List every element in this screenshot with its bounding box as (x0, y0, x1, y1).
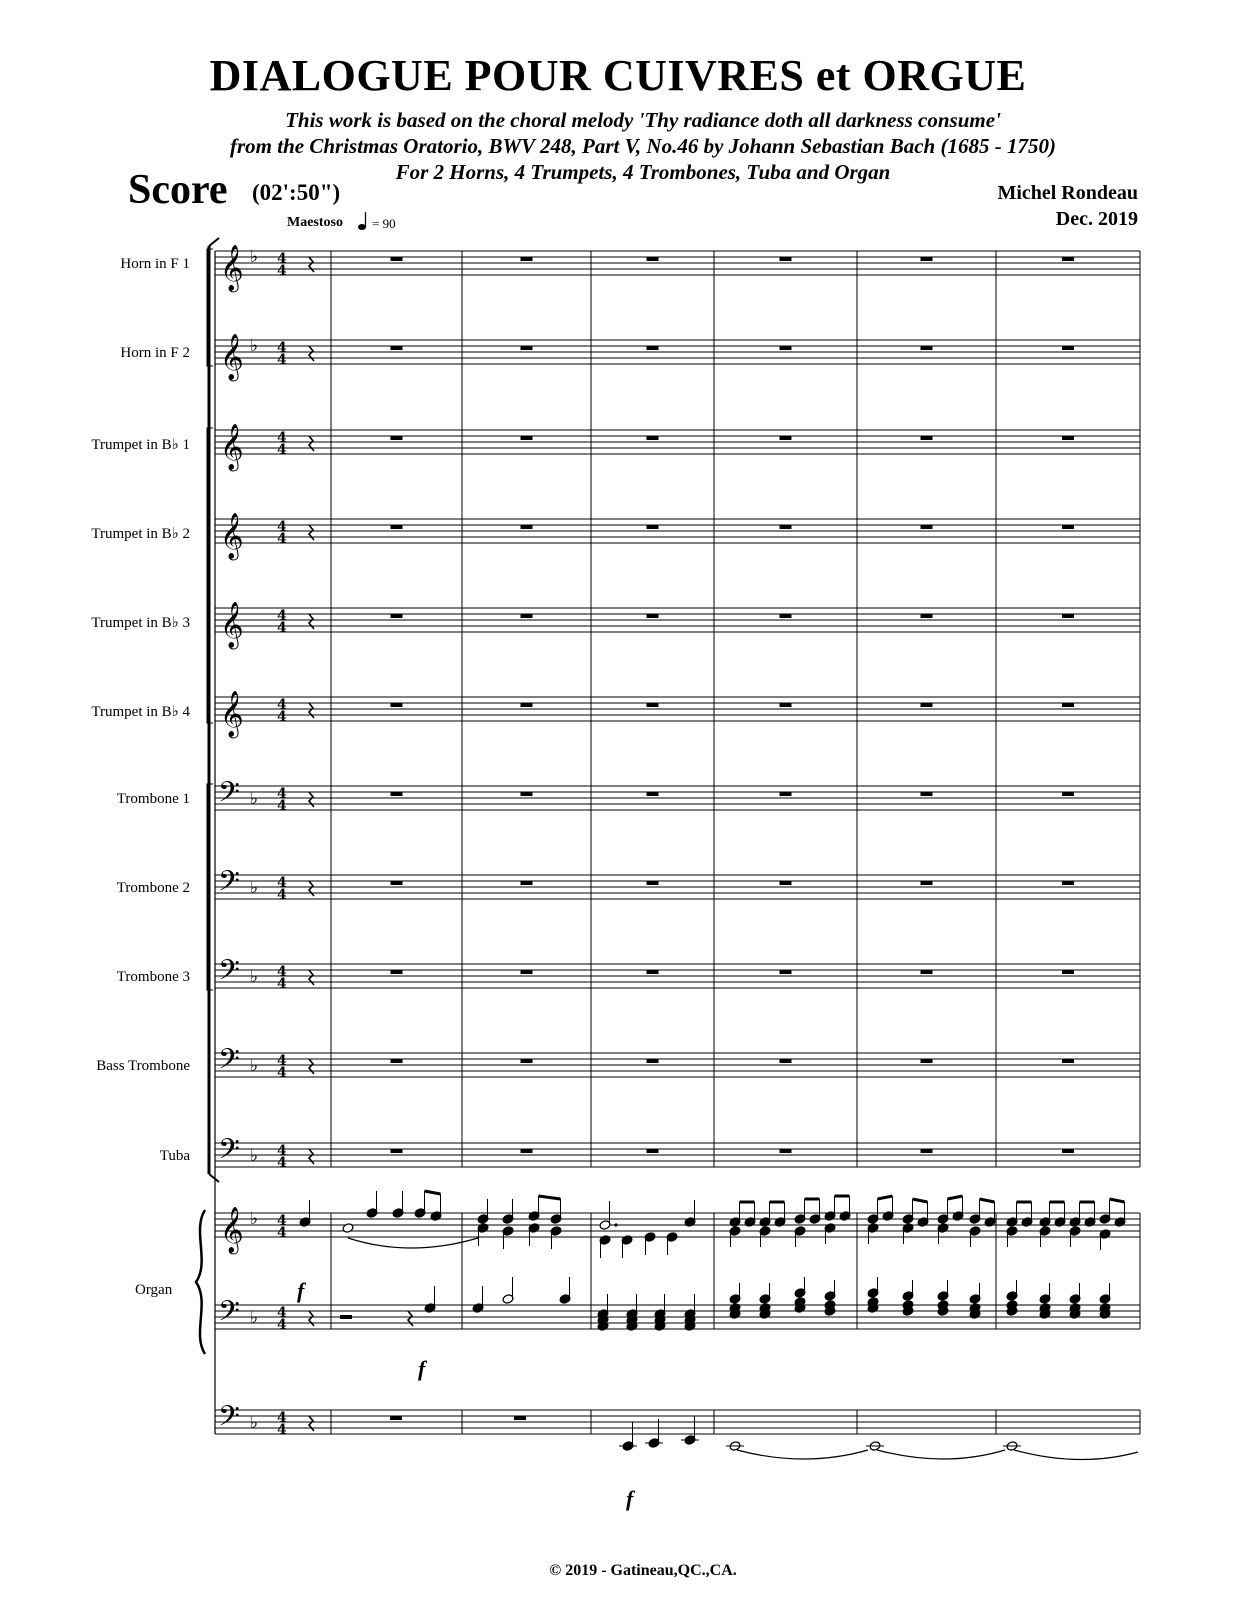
dynamic-forte: f (418, 1356, 426, 1381)
beam (1110, 1199, 1125, 1202)
quarter-rest (309, 436, 314, 451)
whole-rest (521, 436, 533, 440)
whole-rest (391, 792, 403, 796)
quarter-rest (309, 1149, 314, 1164)
whole-rest (1062, 436, 1074, 440)
whole-rest (1062, 970, 1074, 974)
score-title: DIALOGUE POUR CUIVRES et ORGUE (209, 51, 1027, 100)
instrument-label-horn-2: Horn in F 2 (120, 345, 190, 361)
instrument-label-trumpet-3: Trumpet in B♭ 3 (91, 615, 190, 631)
tie (348, 1238, 478, 1248)
whole-rest (391, 1149, 403, 1153)
quarter-note-icon (358, 224, 366, 230)
whole-rest (921, 257, 933, 261)
tie (1014, 1450, 1138, 1460)
whole-rest (921, 970, 933, 974)
whole-rest (391, 436, 403, 440)
time-signature-bottom: 4 (277, 1155, 287, 1171)
whole-rest (1062, 346, 1074, 350)
whole-rest (647, 703, 659, 707)
time-signature-bottom: 4 (277, 1317, 287, 1333)
whole-rest (521, 1059, 533, 1063)
instrument-label-trombone-3: Trombone 3 (116, 969, 190, 985)
time-signature-top: 4 (277, 340, 287, 356)
whole-rest (921, 346, 933, 350)
flat-key-signature: ♭ (250, 878, 259, 898)
flat-key-signature: ♭ (250, 1413, 259, 1433)
time-signature-top: 4 (277, 1305, 287, 1321)
whole-rest (647, 792, 659, 796)
whole-rest (391, 703, 403, 707)
time-signature-bottom: 4 (277, 709, 287, 725)
quarter-rest (309, 1416, 314, 1431)
duration: (02':50") (252, 180, 341, 205)
whole-rest (391, 525, 403, 529)
whole-rest (780, 881, 792, 885)
instrument-label-tuba: Tuba (159, 1148, 190, 1164)
whole-rest (1062, 881, 1074, 885)
flat-key-signature: ♭ (250, 1056, 259, 1076)
whole-rest (521, 346, 533, 350)
flat-key-signature: ♭ (250, 336, 259, 356)
time-signature-bottom: 4 (277, 531, 287, 547)
whole-rest (391, 1059, 403, 1063)
whole-rest (1062, 257, 1074, 261)
time-signature-bottom: 4 (277, 1422, 287, 1438)
instrument-label-trumpet-2: Trumpet in B♭ 2 (91, 526, 190, 542)
beam (948, 1196, 963, 1199)
whole-rest (521, 1149, 533, 1153)
whole-rest (1062, 1149, 1074, 1153)
bass-clef-icon: 𝄢 (218, 1133, 240, 1173)
treble-clef-icon: 𝄞 (220, 334, 244, 380)
whole-rest (391, 614, 403, 618)
beam (980, 1199, 995, 1202)
flat-key-signature: ♭ (250, 789, 259, 809)
whole-rest (780, 703, 792, 707)
whole-rest (1062, 614, 1074, 618)
dot (614, 1223, 617, 1226)
time-signature-bottom: 4 (277, 976, 287, 992)
bracket-hook (209, 1174, 219, 1182)
whole-rest (521, 792, 533, 796)
dynamic-forte: f (297, 1278, 305, 1303)
time-signature-bottom: 4 (277, 887, 287, 903)
time-signature-top: 4 (277, 964, 287, 980)
tie (877, 1450, 1005, 1459)
time-signature-top: 4 (277, 786, 287, 802)
dynamic-forte: f (626, 1486, 634, 1511)
whole-note (342, 1223, 354, 1234)
whole-rest (514, 1416, 526, 1420)
whole-rest (521, 970, 533, 974)
time-signature-top: 4 (277, 697, 287, 713)
whole-rest (647, 614, 659, 618)
instrument-label-horn-1: Horn in F 1 (120, 256, 190, 272)
whole-rest (391, 881, 403, 885)
bass-clef-icon: 𝄢 (218, 1295, 240, 1335)
whole-rest (1062, 792, 1074, 796)
time-signature-bottom: 4 (277, 798, 287, 814)
score-label: Score (128, 167, 228, 213)
whole-rest (1062, 525, 1074, 529)
whole-rest (1062, 1059, 1074, 1063)
time-signature-bottom: 4 (277, 1065, 287, 1081)
organ-brace (196, 1210, 205, 1354)
treble-clef-icon: 𝄞 (220, 424, 244, 470)
beam (913, 1199, 928, 1202)
beam (539, 1196, 561, 1199)
whole-rest (521, 525, 533, 529)
whole-rest (921, 881, 933, 885)
whole-rest (391, 970, 403, 974)
quarter-rest (309, 1059, 314, 1074)
whole-rest (647, 525, 659, 529)
time-signature-top: 4 (277, 1213, 287, 1229)
time-signature-bottom: 4 (277, 620, 287, 636)
time-signature-top: 4 (277, 251, 287, 267)
instrument-label-trombone-1: Trombone 1 (116, 791, 190, 807)
bass-clef-icon: 𝄢 (218, 1043, 240, 1083)
subtitle-line-2: from the Christmas Oratorio, BWV 248, Part V, No.46 by Johann Sebastian Bach (1685 - 1750) (230, 134, 1056, 158)
whole-rest (647, 257, 659, 261)
treble-clef-icon: 𝄞 (220, 245, 244, 291)
bass-clef-icon: 𝄢 (218, 865, 240, 905)
beam (878, 1196, 893, 1199)
time-signature-bottom: 4 (277, 1225, 287, 1241)
whole-rest (921, 525, 933, 529)
copyright: © 2019 - Gatineau,QC.,CA. (549, 1562, 737, 1579)
instrument-label-trumpet-4: Trumpet in B♭ 4 (91, 704, 190, 720)
quarter-rest (309, 257, 314, 272)
whole-rest (1062, 703, 1074, 707)
quarter-rest (309, 703, 314, 718)
treble-clef-icon: 𝄞 (220, 1207, 244, 1253)
time-signature-bottom: 4 (277, 352, 287, 368)
treble-clef-icon: 𝄞 (220, 602, 244, 648)
time-signature-top: 4 (277, 1143, 287, 1159)
instrument-label-trumpet-1: Trumpet in B♭ 1 (91, 437, 190, 453)
whole-rest (921, 1059, 933, 1063)
quarter-rest (309, 1311, 314, 1326)
tie (737, 1450, 868, 1459)
quarter-rest (309, 881, 314, 896)
whole-rest (647, 881, 659, 885)
whole-rest (780, 257, 792, 261)
whole-rest (521, 881, 533, 885)
flat-key-signature: ♭ (250, 1308, 259, 1328)
tempo-marking: Maestoso (287, 215, 343, 230)
flat-key-signature: ♭ (250, 247, 259, 267)
time-signature-bottom: 4 (277, 263, 287, 279)
whole-rest (647, 1059, 659, 1063)
time-signature-top: 4 (277, 430, 287, 446)
treble-clef-icon: 𝄞 (220, 513, 244, 559)
whole-rest (921, 703, 933, 707)
time-signature-top: 4 (277, 875, 287, 891)
subtitle-line-1: This work is based on the choral melody 'Thy radiance doth all darkness consume' (285, 108, 1001, 132)
time-signature-top: 4 (277, 608, 287, 624)
whole-rest (780, 792, 792, 796)
whole-rest (780, 346, 792, 350)
subtitle-line-3: For 2 Horns, 4 Trumpets, 4 Trombones, Tuba and Organ (395, 160, 891, 184)
time-signature-top: 4 (277, 519, 287, 535)
whole-rest (647, 346, 659, 350)
whole-rest (921, 792, 933, 796)
instrument-label-bass-trombone: Bass Trombone (96, 1058, 190, 1074)
whole-rest (391, 346, 403, 350)
time-signature-top: 4 (277, 1410, 287, 1426)
quarter-rest (309, 792, 314, 807)
quarter-rest (309, 525, 314, 540)
time-signature-top: 4 (277, 1053, 287, 1069)
whole-rest (921, 1149, 933, 1153)
time-signature-bottom: 4 (277, 442, 287, 458)
composition-date: Dec. 2019 (1055, 208, 1138, 230)
whole-rest (521, 703, 533, 707)
quarter-rest (309, 346, 314, 361)
quarter-rest (408, 1311, 413, 1326)
flat-key-signature: ♭ (250, 967, 259, 987)
half-rest (340, 1315, 352, 1319)
instrument-label-trombone-2: Trombone 2 (116, 880, 190, 896)
bass-clef-icon: 𝄢 (218, 776, 240, 816)
beam (425, 1191, 441, 1194)
whole-rest (921, 436, 933, 440)
whole-rest (780, 436, 792, 440)
whole-rest (647, 970, 659, 974)
whole-rest (780, 970, 792, 974)
whole-rest (780, 1149, 792, 1153)
flat-key-signature: ♭ (250, 1146, 259, 1166)
flat-key-signature: ♭ (250, 1209, 259, 1229)
whole-rest (780, 614, 792, 618)
whole-rest (921, 614, 933, 618)
whole-rest (780, 525, 792, 529)
bass-clef-icon: 𝄢 (218, 1400, 240, 1440)
treble-clef-icon: 𝄞 (220, 691, 244, 737)
composer: Michel Rondeau (997, 182, 1138, 204)
tempo-bpm: = 90 (372, 216, 396, 231)
whole-rest (391, 257, 403, 261)
whole-rest (521, 614, 533, 618)
whole-rest (390, 1416, 402, 1420)
quarter-rest (309, 970, 314, 985)
bass-clef-icon: 𝄢 (218, 954, 240, 994)
whole-rest (780, 1059, 792, 1063)
whole-rest (521, 257, 533, 261)
whole-rest (647, 1149, 659, 1153)
bracket-hook (209, 238, 219, 246)
instrument-label-organ: Organ (135, 1282, 173, 1298)
whole-rest (647, 436, 659, 440)
quarter-rest (309, 614, 314, 629)
